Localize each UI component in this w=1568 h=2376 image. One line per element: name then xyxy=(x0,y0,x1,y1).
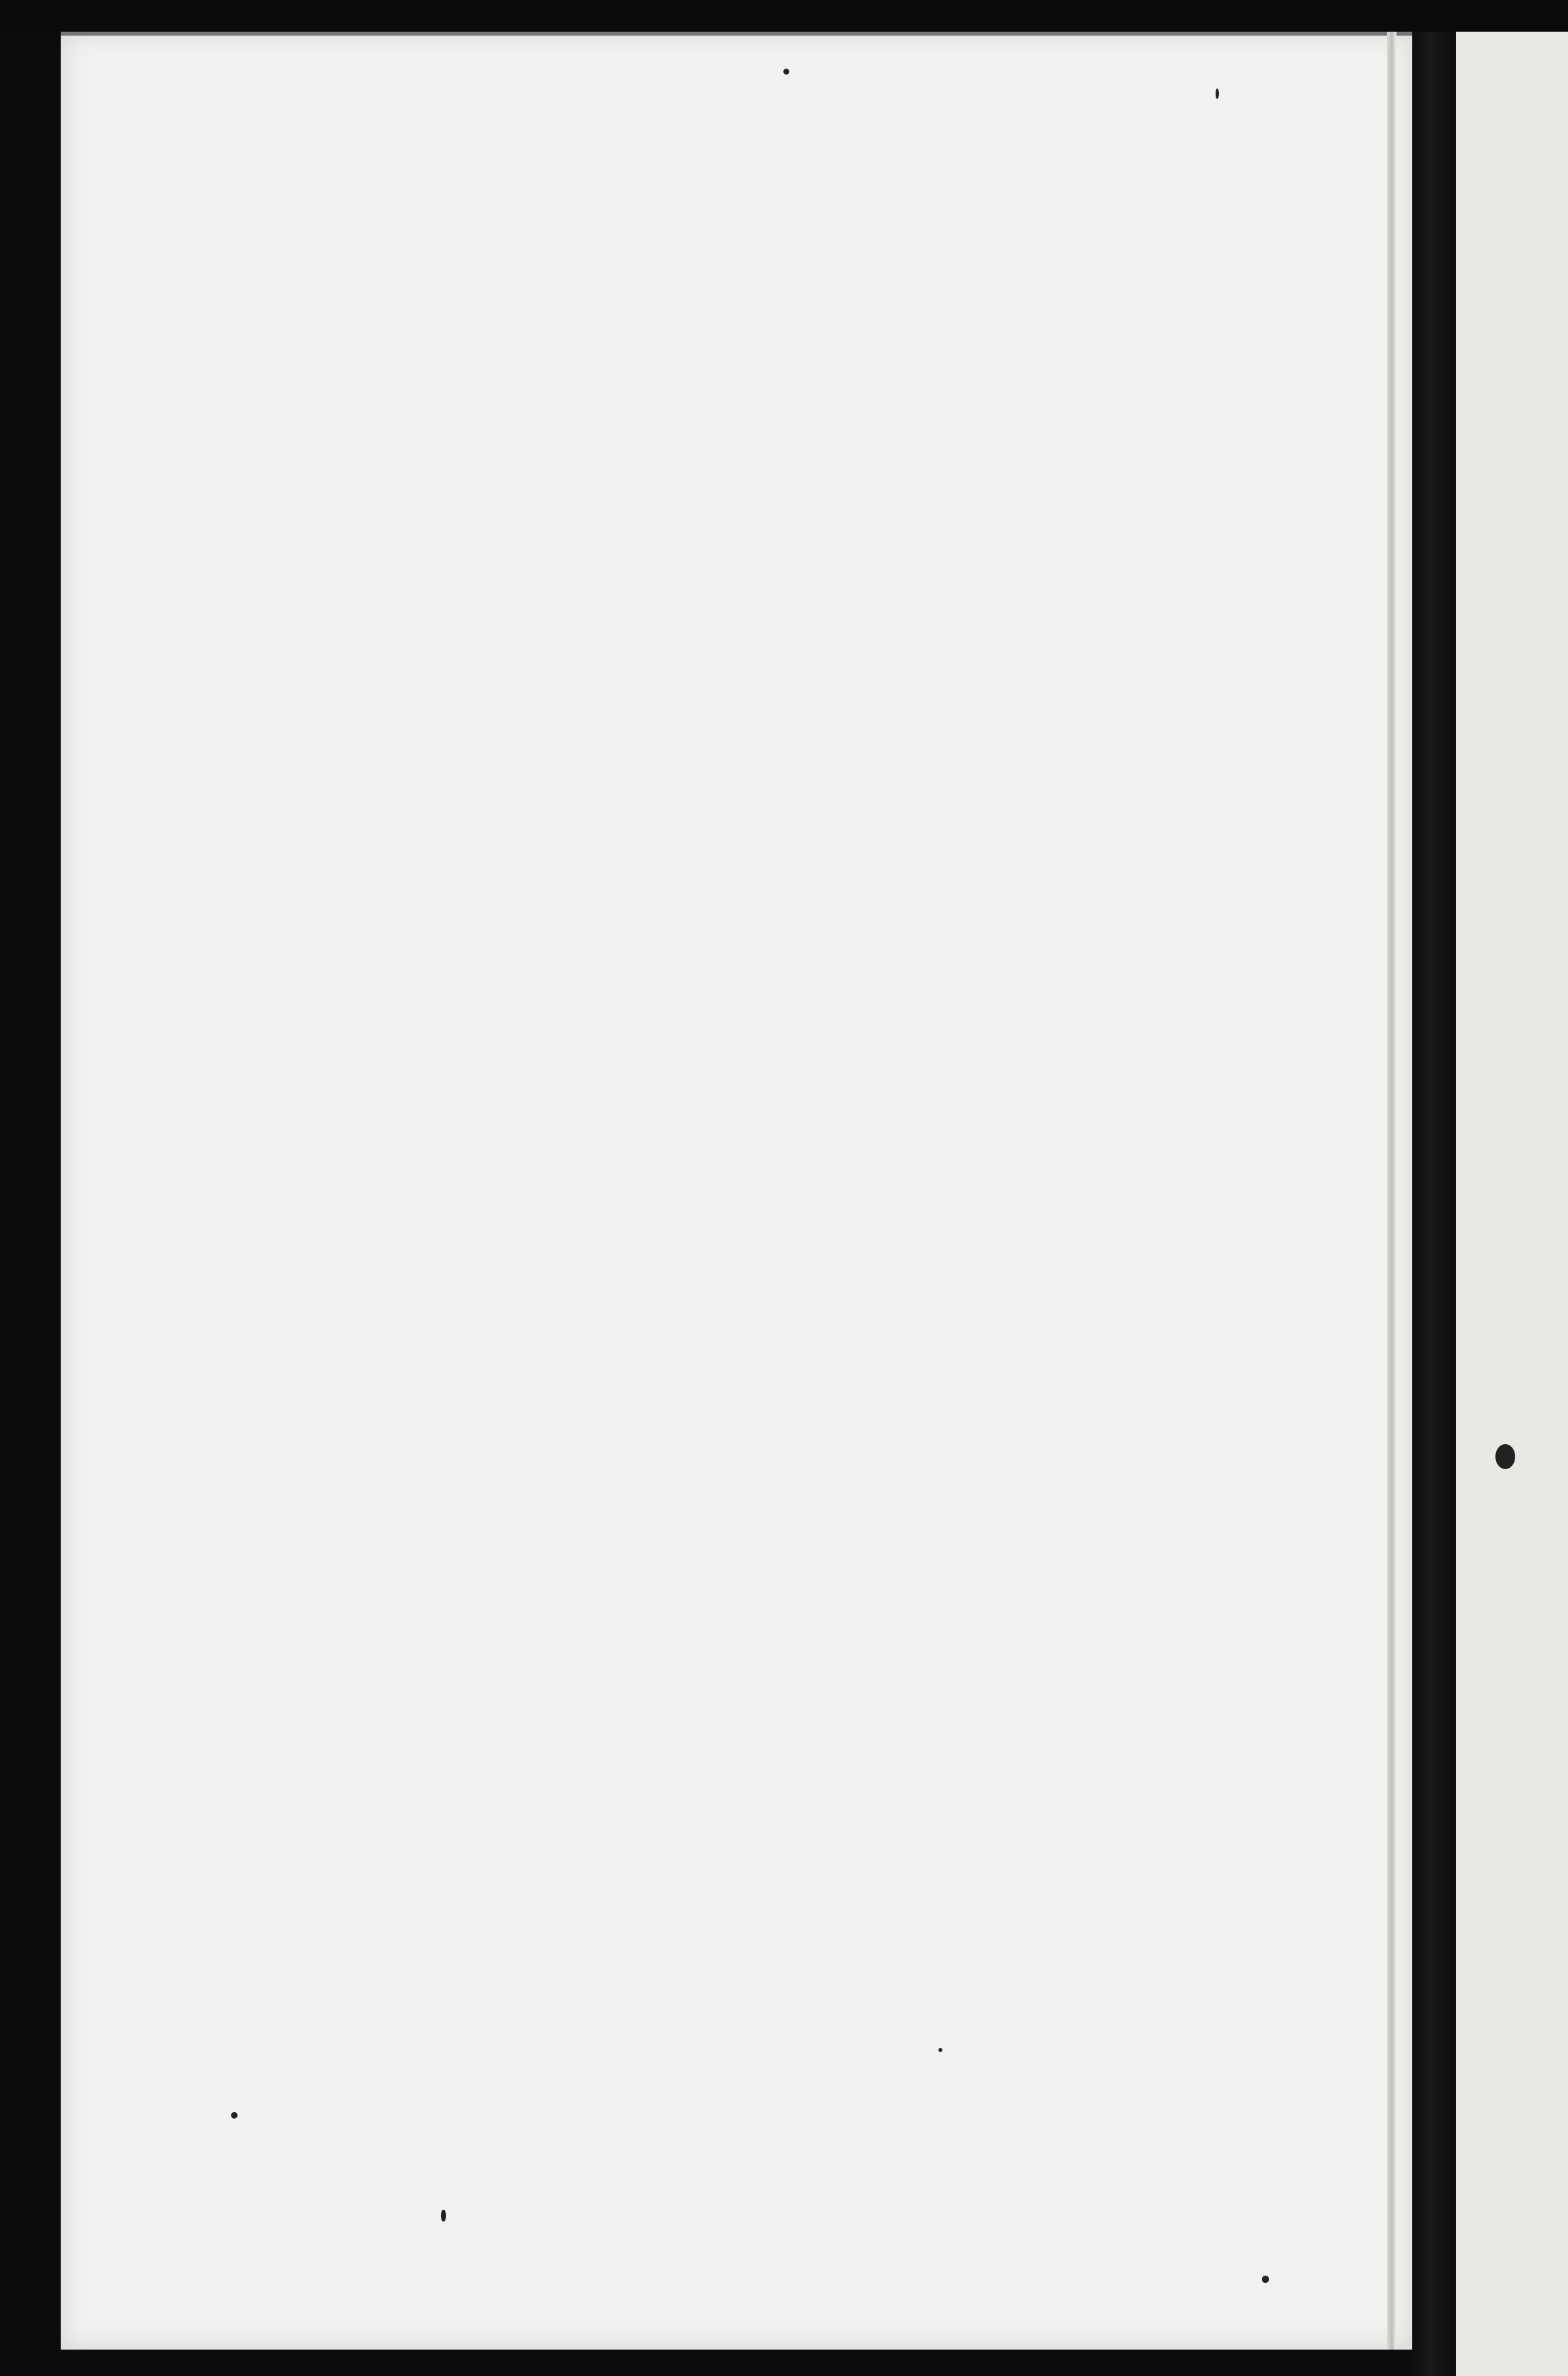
ink-blot xyxy=(1495,1444,1515,1469)
ink-speck xyxy=(231,2112,238,2119)
ink-speck xyxy=(441,2210,446,2222)
ink-speck xyxy=(938,2048,942,2052)
book-gutter xyxy=(1412,32,1456,2376)
ink-speck xyxy=(783,69,789,75)
document-page xyxy=(61,32,1412,2350)
ink-speck xyxy=(1216,88,1219,99)
ink-speck xyxy=(1262,2276,1269,2283)
facing-page-edge xyxy=(1456,32,1568,2376)
scan-top-border xyxy=(0,0,1568,32)
